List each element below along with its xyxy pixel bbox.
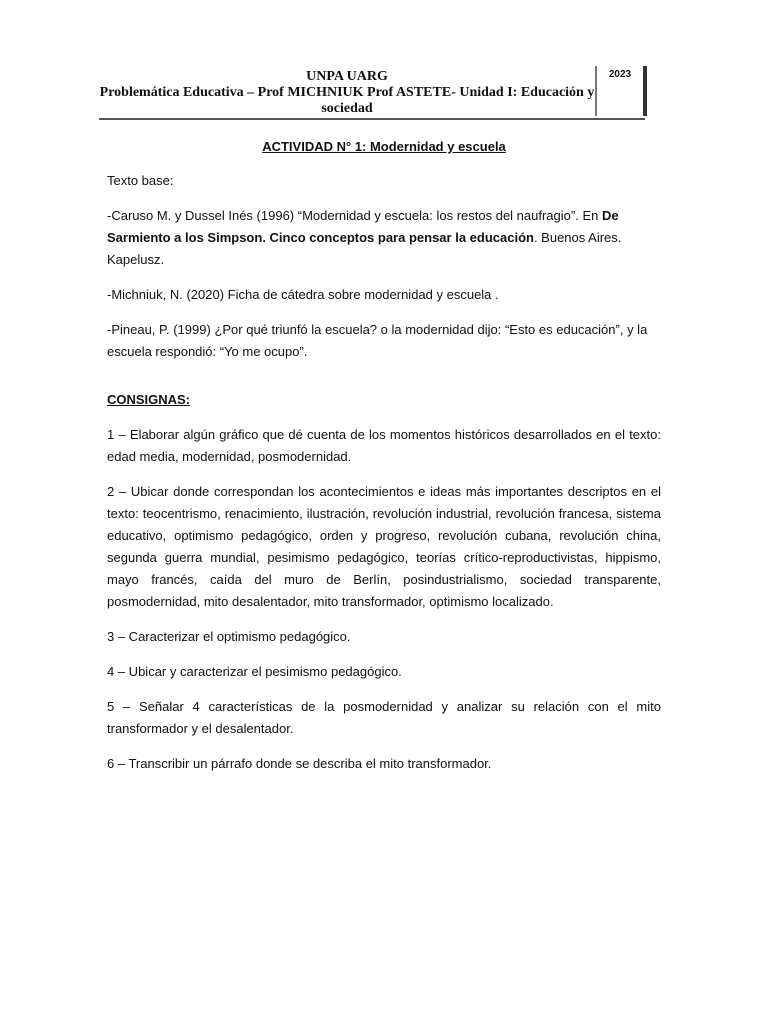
- consigna-item: 4 – Ubicar y caracterizar el pesimismo pedagógico.: [107, 664, 402, 679]
- activity-title: ACTIVIDAD N° 1: Modernidad y escuela: [262, 139, 506, 154]
- consigna-item: 2 – Ubicar donde correspondan los acontecimientos e ideas más importantes descriptos en el texto: teocentrismo, renacimiento, ilustración, revolución industrial, revolución francesa, sistema educativo, optimismo pedagógico, orden y progreso, revolución cubana, revolución china, segunda guerra mundial, pesimismo pedagógico, teorías crítico-reproductivistas, hippismo, mayo francés, caída del muro de Berlín, posindustrialismo, sociedad transparente, posmodernidad, mito desalentador, mito transformador, optimismo localizado.: [107, 484, 661, 609]
- header-year: 2023: [608, 69, 632, 80]
- reference-pineau: -Pineau, P. (1999) ¿Por qué triunfó la escuela? o la modernidad dijo: “Esto es educación”, y la escuela respondió: “Yo me ocupo”.: [107, 322, 648, 359]
- texto-base-label: Texto base:: [107, 173, 174, 188]
- header-title-block: [99, 66, 595, 118]
- header-course: Problemática Educativa – Prof MICHNIUK Prof ASTETE- Unidad I: Educación y sociedad: [99, 85, 595, 116]
- consigna-item: 3 – Caracterizar el optimismo pedagógico.: [107, 629, 351, 644]
- reference-michniuk: -Michniuk, N. (2020) Ficha de cátedra sobre modernidad y escuela .: [107, 287, 499, 302]
- consigna-item: 6 – Transcribir un párrafo donde se describa el mito transformador.: [107, 756, 492, 771]
- document-body: [107, 136, 661, 788]
- reference-caruso-post: . Buenos Aires. Kapelusz.: [107, 230, 622, 267]
- header-institution: UNPA UARG: [306, 69, 388, 84]
- reference-caruso-book-title: De Sarmiento a los Simpson. Cinco conceptos para pensar la educación: [107, 208, 619, 245]
- consignas-heading: CONSIGNAS:: [107, 392, 191, 407]
- consigna-item: 5 – Señalar 4 características de la posmodernidad y analizar su relación con el mito transformador y el desalentador.: [107, 699, 661, 736]
- consigna-item: 1 – Elaborar algún gráfico que dé cuenta de los momentos históricos desarrollados en el texto: edad media, modernidad, posmodernidad.: [107, 427, 661, 464]
- page-header: [99, 66, 645, 120]
- header-year-box: [595, 66, 647, 116]
- reference-caruso: [107, 205, 661, 271]
- reference-caruso-pre: -Caruso M. y Dussel Inés (1996) “Modernidad y escuela: los restos del naufragio”. En: [107, 208, 602, 223]
